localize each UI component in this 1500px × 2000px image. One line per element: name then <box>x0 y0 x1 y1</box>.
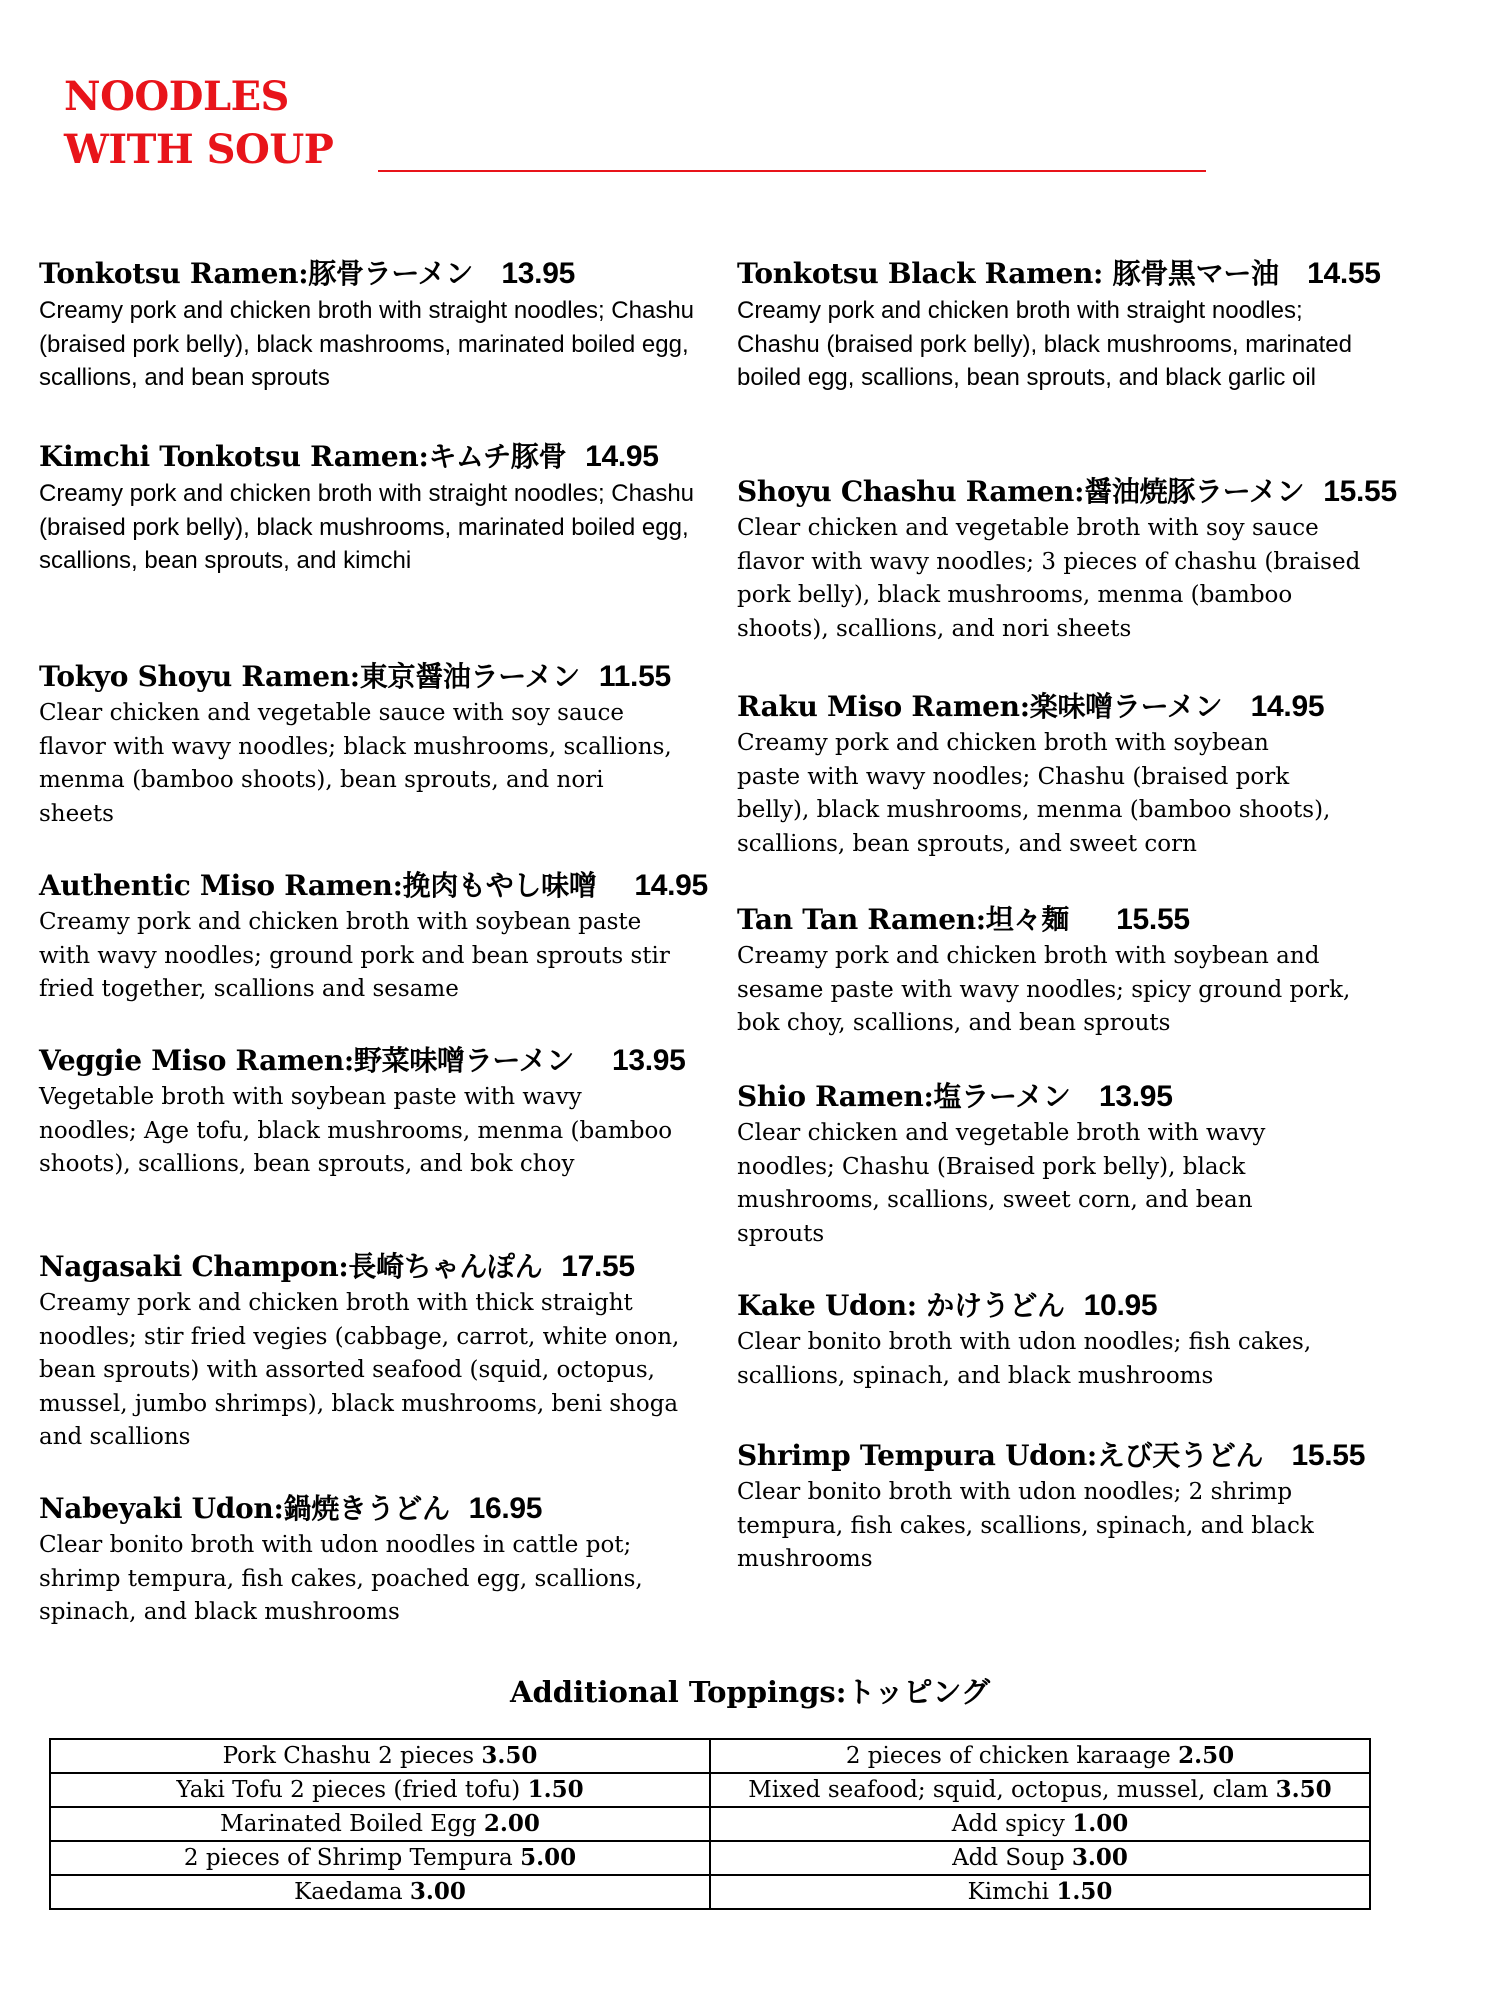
page-title-line-2: WITH SOUP <box>64 126 334 173</box>
table-row <box>50 1841 1370 1875</box>
topping-label: Yaki Tofu 2 pieces (fried tofu) <box>176 1777 521 1803</box>
topping-cell <box>710 1875 1370 1909</box>
topping-label: Pork Chashu 2 pieces <box>222 1743 475 1769</box>
topping-cell <box>50 1739 710 1773</box>
menu-item <box>737 1286 1357 1393</box>
topping-label: Kimchi <box>967 1879 1050 1905</box>
menu-item-price: 13.95 <box>501 257 575 290</box>
menu-item-title <box>737 1077 1297 1117</box>
page-title <box>64 70 333 176</box>
menu-item-price: 16.95 <box>468 1492 543 1525</box>
menu-item-title <box>39 1247 689 1287</box>
topping-label: Marinated Boiled Egg <box>220 1811 477 1837</box>
table-row <box>50 1773 1370 1807</box>
topping-price: 2.00 <box>483 1810 540 1837</box>
menu-item <box>39 254 709 395</box>
menu-item-title <box>737 1286 1357 1326</box>
menu-item-price: 14.95 <box>585 440 659 473</box>
topping-label: Add Soup <box>952 1845 1065 1871</box>
menu-item-name: Shoyu Chashu Ramen:醤油焼豚ラーメン <box>737 475 1305 508</box>
menu-item-description: Creamy pork and chicken broth with straight noodles; Chashu (braised pork belly), black mashrooms, marinated boiled egg, scallions, and bean sprouts <box>39 297 695 391</box>
menu-item <box>737 900 1357 1041</box>
menu-item-name: Kimchi Tonkotsu Ramen:キムチ豚骨 <box>39 440 567 473</box>
menu-item <box>39 1247 689 1455</box>
menu-item-name: Shrimp Tempura Udon:えび天うどん <box>737 1439 1264 1472</box>
menu-item-name: Tonkotsu Ramen:豚骨ラーメン <box>39 257 474 290</box>
topping-label: Add spicy <box>951 1811 1065 1837</box>
topping-cell <box>710 1807 1370 1841</box>
menu-item <box>39 437 709 578</box>
menu-item-name: Tokyo Shoyu Ramen:東京醤油ラーメン <box>39 660 581 693</box>
menu-item-description: Clear chicken and vegetable sauce with soy sauce flavor with wavy noodles; black mushrooms, scallions, menma (bamboo shoots), bean sprouts, and nori sheets <box>39 700 672 827</box>
menu-item-title <box>737 687 1337 727</box>
menu-item-description: Clear bonito broth with udon noodles; fish cakes, scallions, spinach, and black mushrooms <box>737 1329 1312 1389</box>
topping-cell <box>710 1773 1370 1807</box>
menu-item-title <box>39 1489 689 1529</box>
toppings-table <box>49 1738 1371 1910</box>
topping-cell <box>710 1841 1370 1875</box>
title-divider <box>378 170 1206 172</box>
topping-label: 2 pieces of chicken karaage <box>845 1743 1171 1769</box>
menu-item-price: 15.55 <box>1116 903 1190 936</box>
table-row <box>50 1739 1370 1773</box>
menu-item-description: Vegetable broth with soybean paste with wavy noodles; Age tofu, black mushrooms, menma (bamboo shoots), scallions, bean sprouts, and bok choy <box>39 1084 673 1177</box>
menu-item-name: Shio Ramen:塩ラーメン <box>737 1080 1071 1113</box>
menu-item-price: 13.95 <box>611 1044 686 1077</box>
menu-item <box>737 687 1337 861</box>
menu-item-name: Nagasaki Champon:長崎ちゃんぽん <box>39 1250 543 1283</box>
menu-item-price: 10.95 <box>1083 1289 1158 1322</box>
menu-item-name: Kake Udon: かけうどん <box>737 1289 1065 1322</box>
menu-item-title <box>39 866 708 906</box>
menu-item <box>737 1077 1297 1251</box>
topping-cell <box>50 1773 710 1807</box>
topping-price: 3.50 <box>1275 1776 1332 1803</box>
toppings-title: Additional Toppings:トッピング <box>510 1675 990 1709</box>
menu-item-price: 14.55 <box>1307 257 1381 290</box>
menu-item-name: Tonkotsu Black Ramen: 豚骨黒マー油 <box>737 257 1279 290</box>
menu-item-name: Authentic Miso Ramen:挽肉もやし味噌 <box>39 869 597 902</box>
menu-item-price: 17.55 <box>561 1250 635 1283</box>
topping-price: 1.00 <box>1072 1810 1129 1837</box>
menu-item-name: Veggie Miso Ramen:野菜味噌ラーメン <box>39 1044 575 1077</box>
table-row <box>50 1875 1370 1909</box>
menu-item <box>39 866 708 1007</box>
menu-item-price: 14.95 <box>634 869 708 902</box>
topping-price: 3.00 <box>1071 1844 1128 1871</box>
topping-cell <box>710 1739 1370 1773</box>
menu-item-price: 14.95 <box>1250 690 1325 723</box>
menu-item-title <box>39 254 709 294</box>
page-title-line-1: NOODLES <box>64 73 289 120</box>
menu-item-title <box>737 472 1397 512</box>
menu-item-name: Nabeyaki Udon:鍋焼きうどん <box>39 1492 450 1525</box>
menu-item-price: 15.55 <box>1323 475 1397 508</box>
topping-cell <box>50 1841 710 1875</box>
menu-item <box>737 1436 1366 1577</box>
menu-item-description: Creamy pork and chicken broth with soybean paste with wavy noodles; ground pork and bean sprouts stir fried together, scallions and sesame <box>39 909 670 1002</box>
menu-item-description: Clear bonito broth with udon noodles in cattle pot; shrimp tempura, fish cakes, poached egg, scallions, spinach, and black mushrooms <box>39 1532 643 1625</box>
menu-item-title <box>39 437 709 477</box>
menu-item-description: Clear chicken and vegetable broth with wavy noodles; Chashu (Braised pork belly), black mushrooms, scallions, sweet corn, and bean sprouts <box>737 1120 1266 1247</box>
menu-item-name: Raku Miso Ramen:楽味噌ラーメン <box>737 690 1223 723</box>
topping-label: Mixed seafood; squid, octopus, mussel, clam <box>748 1777 1269 1803</box>
topping-cell <box>50 1875 710 1909</box>
topping-label: 2 pieces of Shrimp Tempura <box>183 1845 513 1871</box>
menu-item-title <box>39 657 679 697</box>
topping-price: 1.50 <box>527 1776 584 1803</box>
menu-item-price: 13.95 <box>1099 1080 1173 1113</box>
topping-price: 2.50 <box>1178 1742 1235 1769</box>
menu-item-description: Creamy pork and chicken broth with soybean paste with wavy noodles; Chashu (braised pork belly), black mushrooms, menma (bamboo shoots), scallions, bean sprouts, and sweet corn <box>737 730 1331 857</box>
table-row <box>50 1807 1370 1841</box>
menu-item-title <box>737 900 1357 940</box>
menu-item-name: Tan Tan Ramen:坦々麺 <box>737 903 1069 936</box>
topping-price: 3.50 <box>481 1742 538 1769</box>
menu-item-description: Clear bonito broth with udon noodles; 2 shrimp tempura, fish cakes, scallions, spinach, and black mushrooms <box>737 1479 1314 1572</box>
menu-item-price: 11.55 <box>598 660 671 693</box>
topping-price: 5.00 <box>520 1844 577 1871</box>
menu-item <box>39 1489 689 1630</box>
menu-item-description: Creamy pork and chicken broth with straight noodles; Chashu (braised pork belly), black mushrooms, marinated boiled egg, scallions, bean sprouts, and kimchi <box>39 480 695 574</box>
menu-item-description: Creamy pork and chicken broth with straight noodles; Chashu (braised pork belly), black mushrooms, marinated boiled egg, scallions, bean sprouts, and black garlic oil <box>737 297 1352 391</box>
menu-item-title <box>737 254 1381 294</box>
topping-label: Kaedama <box>294 1879 403 1905</box>
menu-item-title <box>39 1041 686 1081</box>
topping-price: 3.00 <box>409 1878 466 1905</box>
menu-item <box>737 254 1381 395</box>
menu-item-title <box>737 1436 1366 1476</box>
topping-cell <box>50 1807 710 1841</box>
menu-item-price: 15.55 <box>1291 1439 1366 1472</box>
menu-item <box>737 472 1397 646</box>
menu-item-description: Creamy pork and chicken broth with thick straight noodles; stir fried vegies (cabbage, carrot, white onon, bean sprouts) with assorted seafood (squid, octopus, mussel, jumbo shrimps), black mushrooms, beni shoga and scallions <box>39 1290 680 1450</box>
topping-price: 1.50 <box>1056 1878 1113 1905</box>
menu-item <box>39 657 679 831</box>
menu-item-description: Clear chicken and vegetable broth with soy sauce flavor with wavy noodles; 3 pieces of chashu (braised pork belly), black mushrooms, menma (bamboo shoots), scallions, and nori sheets <box>737 515 1361 642</box>
menu-item <box>39 1041 686 1182</box>
menu-item-description: Creamy pork and chicken broth with soybean and sesame paste with wavy noodles; spicy ground pork, bok choy, scallions, and bean sprouts <box>737 943 1351 1036</box>
